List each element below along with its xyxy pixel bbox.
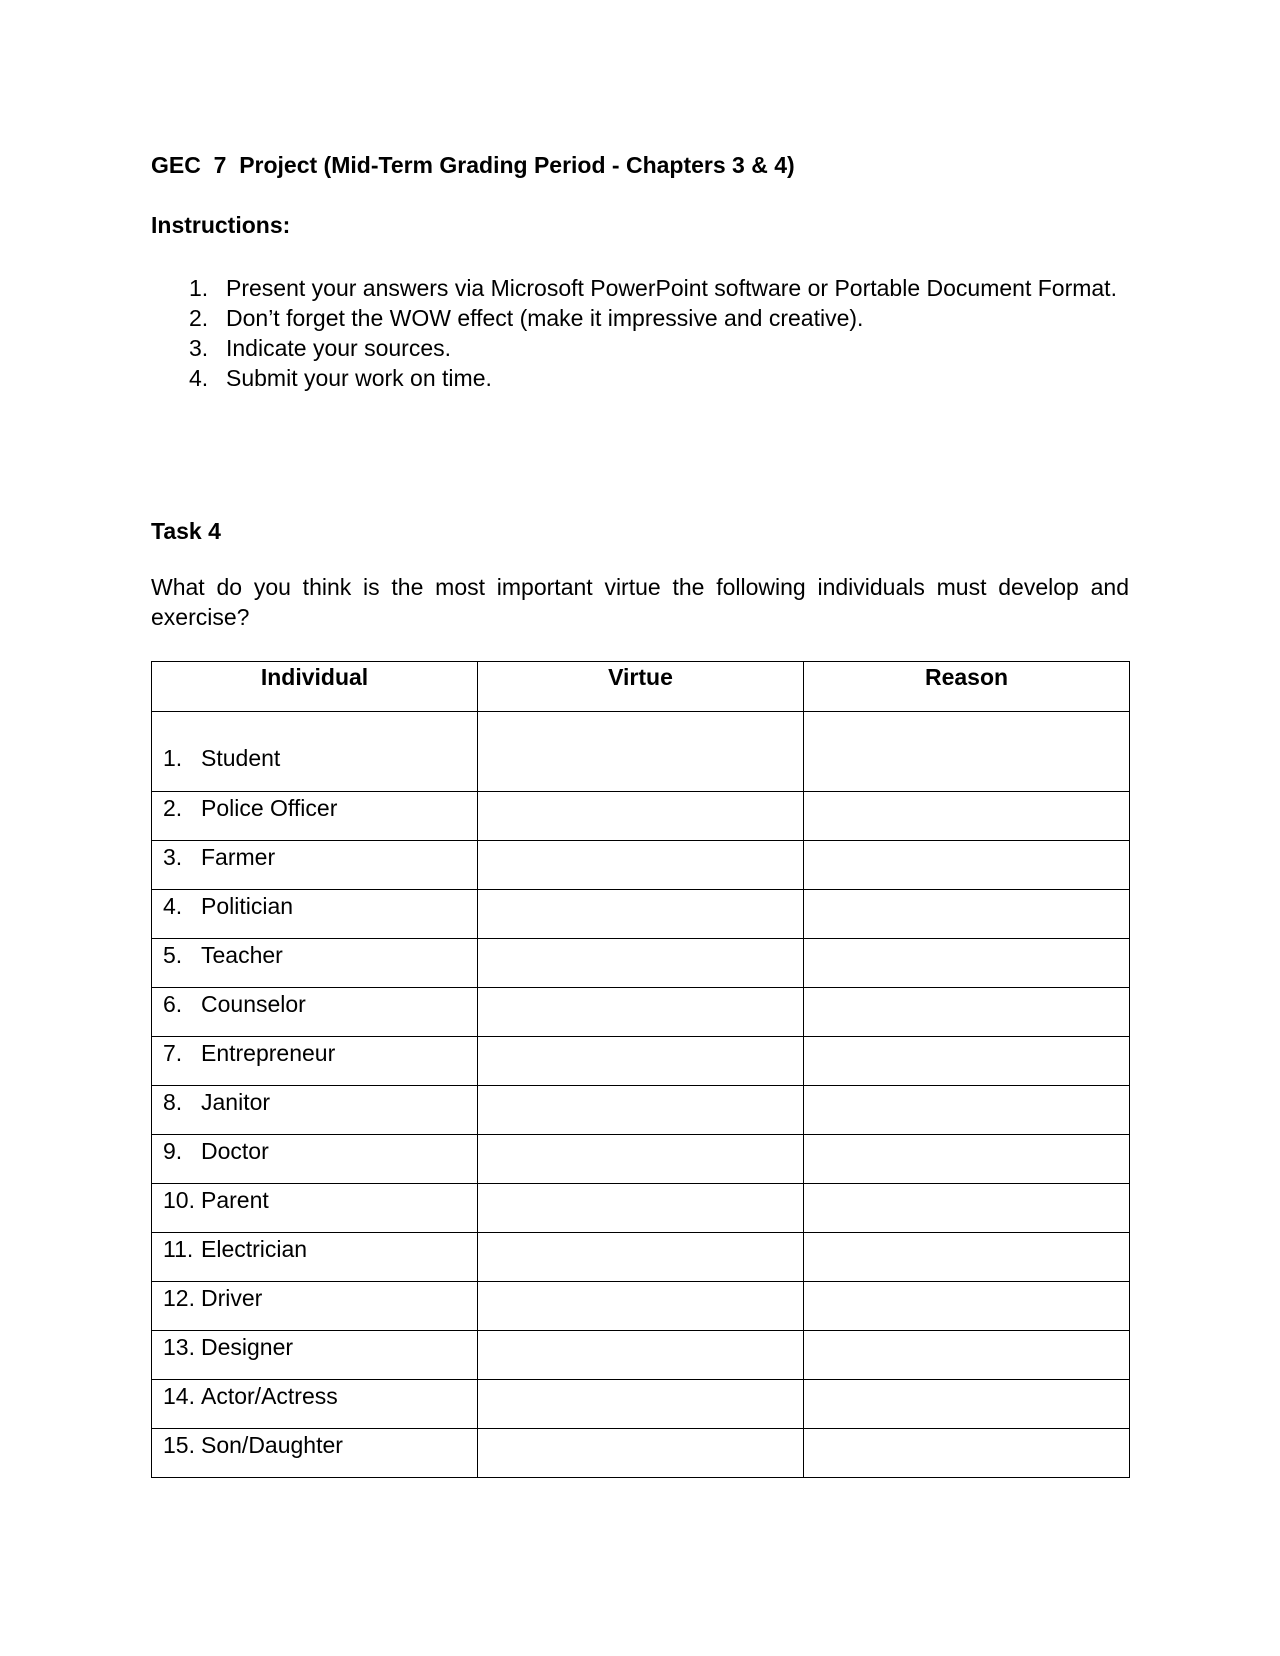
cell-virtue	[478, 841, 804, 890]
column-header-virtue: Virtue	[478, 662, 804, 712]
cell-virtue	[478, 1429, 804, 1478]
table-row	[152, 1086, 1130, 1135]
cell-virtue	[478, 1037, 804, 1086]
cell-reason	[804, 1429, 1130, 1478]
cell-individual	[152, 1184, 478, 1233]
cell-virtue	[478, 988, 804, 1037]
instructions-list	[151, 273, 1129, 393]
cell-reason	[804, 1184, 1130, 1233]
instruction-number: 2.	[189, 305, 209, 331]
cell-individual	[152, 1380, 478, 1429]
individual-wrapper	[152, 1135, 477, 1183]
individual-number: 12.	[163, 1285, 195, 1311]
table-row	[152, 1282, 1130, 1331]
table-body	[152, 712, 1130, 1478]
task-question: What do you think is the most important virtue the following individuals must develop and exercise?	[151, 574, 1129, 630]
table-row	[152, 988, 1130, 1037]
individual-label: Son/Daughter	[201, 1432, 343, 1458]
cell-virtue	[478, 939, 804, 988]
cell-reason	[804, 1037, 1130, 1086]
cell-individual	[152, 1037, 478, 1086]
cell-individual	[152, 792, 478, 841]
individual-wrapper	[152, 841, 477, 889]
cell-reason	[804, 939, 1130, 988]
individual-label: Counselor	[201, 991, 306, 1017]
table-row	[152, 939, 1130, 988]
individual-number: 5.	[163, 942, 183, 968]
instruction-text: Present your answers via Microsoft PowerPoint software or Portable Document Format.	[226, 275, 1117, 301]
individual-number: 3.	[163, 844, 183, 870]
cell-virtue	[478, 1331, 804, 1380]
cell-reason	[804, 1233, 1130, 1282]
individual-number: 6.	[163, 991, 183, 1017]
individual-label: Politician	[201, 893, 294, 919]
cell-individual	[152, 890, 478, 939]
individual-wrapper	[152, 939, 477, 987]
virtue-table	[151, 661, 1130, 1478]
instruction-item	[151, 363, 1129, 393]
individual-label: Doctor	[201, 1138, 269, 1164]
table-row	[152, 1380, 1130, 1429]
task-heading: Task 4	[151, 518, 221, 544]
individual-label: Parent	[201, 1187, 269, 1213]
table-row	[152, 1037, 1130, 1086]
individual-wrapper	[152, 1086, 477, 1134]
individual-number: 7.	[163, 1040, 183, 1066]
instruction-number: 4.	[189, 365, 209, 391]
individual-label: Student	[201, 745, 281, 771]
individual-number: 4.	[163, 893, 183, 919]
cell-individual	[152, 1429, 478, 1478]
cell-virtue	[478, 1086, 804, 1135]
individual-number: 1.	[163, 745, 183, 771]
cell-individual	[152, 841, 478, 890]
cell-reason	[804, 1331, 1130, 1380]
cell-virtue	[478, 1233, 804, 1282]
individual-wrapper	[152, 792, 477, 840]
instruction-text: Don’t forget the WOW effect (make it impressive and creative).	[226, 305, 864, 331]
individual-number: 13.	[163, 1334, 195, 1360]
individual-wrapper	[152, 1282, 477, 1330]
cell-virtue	[478, 1282, 804, 1331]
individual-wrapper	[152, 1184, 477, 1232]
individual-wrapper	[152, 1037, 477, 1085]
cell-individual	[152, 1135, 478, 1184]
individual-number: 14.	[163, 1383, 195, 1409]
cell-virtue	[478, 1135, 804, 1184]
cell-reason	[804, 988, 1130, 1037]
individual-number: 11.	[163, 1236, 194, 1262]
individual-number: 15.	[163, 1432, 195, 1458]
individual-wrapper	[152, 1380, 477, 1428]
cell-individual	[152, 712, 478, 792]
document-title: GEC 7 Project (Mid-Term Grading Period - Chapters 3 & 4)	[151, 152, 795, 178]
cell-individual	[152, 939, 478, 988]
table-row	[152, 712, 1130, 792]
individual-wrapper	[152, 1429, 477, 1477]
cell-reason	[804, 890, 1130, 939]
cell-reason	[804, 712, 1130, 792]
instruction-item	[151, 273, 1129, 303]
individual-label: Designer	[201, 1334, 294, 1360]
cell-virtue	[478, 890, 804, 939]
individual-label: Police Officer	[201, 795, 338, 821]
instruction-item	[151, 303, 1129, 333]
table-header-row	[152, 662, 1130, 712]
individual-number: 10.	[163, 1187, 195, 1213]
individual-label: Teacher	[201, 942, 283, 968]
table-row	[152, 1135, 1130, 1184]
table-row	[152, 1331, 1130, 1380]
cell-reason	[804, 1135, 1130, 1184]
individual-wrapper	[152, 988, 477, 1036]
table-row	[152, 792, 1130, 841]
instructions-heading: Instructions:	[151, 212, 291, 238]
individual-wrapper	[152, 1331, 477, 1379]
cell-reason	[804, 1282, 1130, 1331]
cell-reason	[804, 792, 1130, 841]
cell-reason	[804, 841, 1130, 890]
instruction-number: 3.	[189, 335, 209, 361]
cell-virtue	[478, 792, 804, 841]
cell-virtue	[478, 1184, 804, 1233]
cell-individual	[152, 1086, 478, 1135]
individual-wrapper	[152, 1233, 477, 1281]
table-row	[152, 841, 1130, 890]
individual-label: Janitor	[201, 1089, 271, 1115]
individual-number: 8.	[163, 1089, 183, 1115]
individual-label: Entrepreneur	[201, 1040, 336, 1066]
column-header-individual: Individual	[152, 662, 478, 712]
cell-virtue	[478, 1380, 804, 1429]
instruction-item	[151, 333, 1129, 363]
individual-label: Actor/Actress	[201, 1383, 338, 1409]
individual-label: Farmer	[201, 844, 276, 870]
cell-individual	[152, 1331, 478, 1380]
table-row	[152, 890, 1130, 939]
cell-individual	[152, 1282, 478, 1331]
table-row	[152, 1429, 1130, 1478]
cell-virtue	[478, 712, 804, 792]
individual-label: Electrician	[201, 1236, 308, 1262]
individual-number: 2.	[163, 795, 183, 821]
individual-number: 9.	[163, 1138, 183, 1164]
instruction-number: 1.	[189, 275, 209, 301]
individual-label: Driver	[201, 1285, 263, 1311]
column-header-reason: Reason	[804, 662, 1130, 712]
cell-individual	[152, 1233, 478, 1282]
table-row	[152, 1184, 1130, 1233]
instruction-text: Submit your work on time.	[226, 365, 492, 391]
cell-reason	[804, 1380, 1130, 1429]
cell-reason	[804, 1086, 1130, 1135]
cell-individual	[152, 988, 478, 1037]
individual-wrapper	[152, 712, 477, 791]
instruction-text: Indicate your sources.	[226, 335, 452, 361]
individual-wrapper	[152, 890, 477, 938]
table-row	[152, 1233, 1130, 1282]
